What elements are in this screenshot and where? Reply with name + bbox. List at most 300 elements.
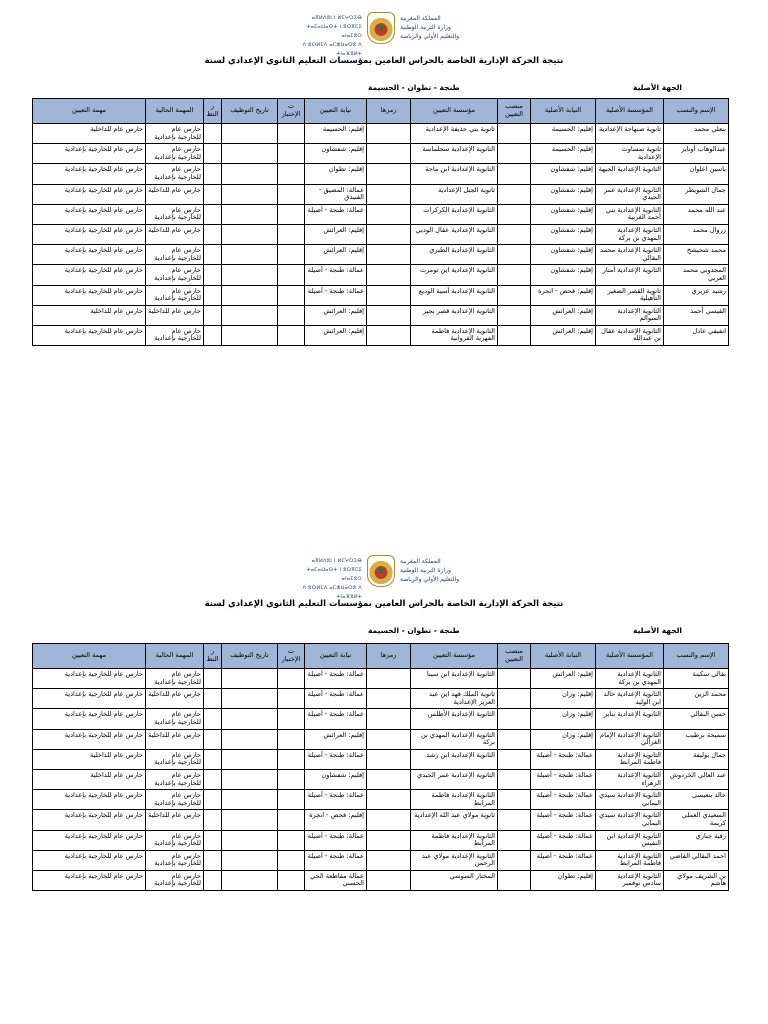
document-title: نتيجة الحركة الإدارية الخاصة بالحراس العامين بمؤسسات التعليم الثانوي الإعدادي لسنة bbox=[204, 56, 564, 66]
table-cell: رشيد عزيزي bbox=[664, 285, 729, 305]
letterhead-tf-line: ⴰⴳⵍⴷⵓⵏ ⵏ ⵍⵎⵖⵔⵉⴱ bbox=[311, 558, 362, 564]
table-header-row bbox=[33, 99, 729, 124]
table-row bbox=[33, 810, 729, 830]
table-cell bbox=[367, 124, 411, 144]
column-header: المهمة الحالية bbox=[146, 99, 204, 124]
table-cell: ثانوية بني حذيفة الإعدادية bbox=[411, 124, 498, 144]
table-cell bbox=[278, 204, 305, 224]
table-cell: إقليم: وزان bbox=[531, 729, 596, 749]
table-cell: إقليم: العرائش bbox=[531, 669, 596, 689]
table-cell: الثانوية الإعدادية ابن تومرت bbox=[411, 265, 498, 285]
table-cell bbox=[222, 184, 278, 204]
table-cell bbox=[204, 204, 222, 224]
table-row bbox=[33, 769, 729, 789]
letterhead-ar-line: والتعليم الأولي والرياضة bbox=[400, 576, 460, 583]
table-cell: حارس عام للخارجية بإعدادية bbox=[146, 164, 204, 184]
table-cell bbox=[367, 224, 411, 244]
table-cell: حارس عام للداخلية bbox=[146, 729, 204, 749]
table-cell bbox=[498, 184, 531, 204]
table-cell: ثانوية صنهاجة الإعدادية bbox=[596, 124, 664, 144]
table-cell: الثانوية الإعدادية ابن رشد bbox=[411, 749, 498, 769]
table-cell: عمالة: طنجة - أصيلة bbox=[305, 850, 367, 870]
table-cell: حارس عام للخارجية بإعدادية bbox=[33, 810, 146, 830]
letterhead-tf-line: ⴷ ⵓⵙⵍⵎⴷ ⴰⵎⵣⵡⴰⵔⵓ ⴷ ⵜⵏⴰⴼⵓⵍⵜ bbox=[302, 585, 362, 600]
table-cell bbox=[204, 325, 222, 345]
table-cell: ثانوية مولاي عبد الله الإعدادية bbox=[411, 810, 498, 830]
table-cell bbox=[204, 729, 222, 749]
table-cell bbox=[204, 144, 222, 164]
table-cell: الثانوية الإعدادية سجلماسة bbox=[411, 144, 498, 164]
table-cell bbox=[367, 830, 411, 850]
table-cell bbox=[367, 709, 411, 729]
table-cell: الثانوية الإعدادية الإمام الغزالي bbox=[596, 729, 664, 749]
table-cell bbox=[498, 285, 531, 305]
table-cell bbox=[222, 689, 278, 709]
table-cell: السعيدي العملي كريمة bbox=[664, 810, 729, 830]
table-cell bbox=[367, 325, 411, 345]
table-cell bbox=[204, 769, 222, 789]
table-cell: إقليم: وزان bbox=[531, 709, 596, 729]
results-table-2 bbox=[32, 643, 729, 891]
column-header: ر النظ bbox=[204, 644, 222, 669]
table-cell bbox=[498, 164, 531, 184]
table-row bbox=[33, 689, 729, 709]
table-cell: عمالة: طنجة - أصيلة bbox=[305, 669, 367, 689]
table-cell bbox=[278, 285, 305, 305]
table-cell: إقليم: شفشاون bbox=[531, 245, 596, 265]
table-cell bbox=[367, 749, 411, 769]
table-cell bbox=[278, 164, 305, 184]
column-header: المؤسسة الأصلية bbox=[596, 644, 664, 669]
table-cell bbox=[498, 729, 531, 749]
table-cell: عمالة: طنجة - أصيلة bbox=[305, 749, 367, 769]
table-cell bbox=[222, 790, 278, 810]
table-cell bbox=[498, 689, 531, 709]
table-cell bbox=[498, 709, 531, 729]
column-header: ر النظ bbox=[204, 99, 222, 124]
table-cell: الثانوية الإعدادية خالد ابن الوليد bbox=[596, 689, 664, 709]
table-cell: حارس عام للداخلية bbox=[146, 810, 204, 830]
table-cell bbox=[278, 245, 305, 265]
table-cell: إقليم: العرائش bbox=[531, 325, 596, 345]
table-cell bbox=[367, 164, 411, 184]
table-cell: عمالة: طنجة - أصيلة bbox=[531, 810, 596, 830]
table-cell bbox=[222, 325, 278, 345]
letterhead-ar-line: المملكة المغربية bbox=[400, 15, 441, 22]
table-cell: حارس عام للخارجية بإعدادية bbox=[146, 325, 204, 345]
table-cell bbox=[222, 265, 278, 285]
table-cell: الثانوية الإعدادية السوالم bbox=[596, 305, 664, 325]
letterhead-arabic bbox=[400, 557, 490, 584]
table-cell: المجدوبي محمد العربي bbox=[664, 265, 729, 285]
table-cell: عمالة: طنجة - أصيلة bbox=[305, 830, 367, 850]
table-cell: بقالي سكينة bbox=[664, 669, 729, 689]
table-cell: الثانوية الإعدادية الكركرات bbox=[411, 204, 498, 224]
table-cell: حارس عام للخارجية بإعدادية bbox=[146, 265, 204, 285]
table-cell: إقليم: فحص - انجرة bbox=[531, 285, 596, 305]
table-cell: الثانوية الإعدادية سيدي اليماني bbox=[596, 810, 664, 830]
table-cell bbox=[278, 305, 305, 325]
table-cell: إقليم: وزان bbox=[531, 689, 596, 709]
table-cell: ثانوية تمساوت الإعدادية bbox=[596, 144, 664, 164]
column-header: رمزها bbox=[367, 644, 411, 669]
table-cell: إقليم: العرائش bbox=[531, 305, 596, 325]
table-cell bbox=[498, 144, 531, 164]
table-row bbox=[33, 870, 729, 890]
table-cell: إقليم: شفشاون bbox=[305, 144, 367, 164]
table-cell: الثانوية الإعدادية أمتار bbox=[596, 265, 664, 285]
table-cell bbox=[222, 204, 278, 224]
table-cell: حارس عام للخارجية بإعدادية bbox=[146, 790, 204, 810]
table-cell: الثانوية الإعدادية عمر الجيدي bbox=[596, 184, 664, 204]
table-cell: الثانوية الإعدادية فاطمة المرابط bbox=[411, 830, 498, 850]
table-cell bbox=[367, 245, 411, 265]
table-cell bbox=[204, 689, 222, 709]
table-cell bbox=[367, 305, 411, 325]
table-cell: جمال الشويطر bbox=[664, 184, 729, 204]
table-cell: إقليم: الحسيمة bbox=[531, 144, 596, 164]
table-cell: إقليم: العرائش bbox=[305, 305, 367, 325]
table-cell bbox=[278, 184, 305, 204]
table-cell: حارس عام للخارجية بإعدادية bbox=[33, 184, 146, 204]
table-row bbox=[33, 325, 729, 345]
table-cell: حارس عام للداخلية bbox=[146, 689, 204, 709]
table-cell: حارس عام للداخلية bbox=[146, 305, 204, 325]
table-cell bbox=[204, 305, 222, 325]
table-cell bbox=[222, 285, 278, 305]
table-cell: حارس عام للخارجية بإعدادية bbox=[146, 830, 204, 850]
table-cell bbox=[498, 669, 531, 689]
table-cell bbox=[498, 850, 531, 870]
table-cell bbox=[367, 689, 411, 709]
column-header: النيابة الأصلية bbox=[531, 644, 596, 669]
table-cell: الثانوية الإعدادية ابن سينا bbox=[411, 669, 498, 689]
table-cell: حارس عام للداخلية bbox=[33, 769, 146, 789]
coat-of-arms-icon bbox=[367, 555, 395, 587]
table-cell: عمالة: طنجة - أصيلة bbox=[531, 769, 596, 789]
table-cell bbox=[498, 830, 531, 850]
table-cell: عبدالوهاب أونايز bbox=[664, 144, 729, 164]
table-cell bbox=[278, 790, 305, 810]
table-cell: إقليم: شفشاون bbox=[531, 265, 596, 285]
table-cell bbox=[278, 265, 305, 285]
letterhead bbox=[0, 12, 768, 57]
table-cell: إقليم: شفشاون bbox=[531, 184, 596, 204]
table-cell bbox=[498, 265, 531, 285]
table-row bbox=[33, 184, 729, 204]
table-cell: إقليم: العرائش bbox=[305, 325, 367, 345]
table-cell bbox=[222, 729, 278, 749]
table-cell: الثانوية الإعدادية المهدي بن بركة bbox=[596, 669, 664, 689]
column-header: مهمة التعيين bbox=[33, 644, 146, 669]
table-cell bbox=[204, 850, 222, 870]
table-cell: إقليم: شفشاون bbox=[531, 164, 596, 184]
document-page-1 bbox=[0, 12, 768, 343]
table-cell: إقليم: العرائش bbox=[305, 729, 367, 749]
table-cell: ياسين اعلوان bbox=[664, 164, 729, 184]
table-cell: عمالة: طنجة - أصيلة bbox=[531, 830, 596, 850]
table-cell: إقليم: الحسيمة bbox=[531, 124, 596, 144]
table-cell: الثانوية الإعدادية الأطلس bbox=[411, 709, 498, 729]
table-cell: الثانوية الإعدادية عقال بن عبدالله bbox=[596, 325, 664, 345]
table-cell bbox=[204, 245, 222, 265]
table-cell bbox=[367, 790, 411, 810]
table-cell bbox=[222, 669, 278, 689]
table-cell bbox=[204, 224, 222, 244]
table-cell: حارس عام للخارجية بإعدادية bbox=[33, 790, 146, 810]
table-cell: إقليم: شفشاون bbox=[305, 769, 367, 789]
letterhead-arabic bbox=[400, 14, 490, 41]
table-cell: الثانوية الإعدادية المهدي بن بركة bbox=[411, 729, 498, 749]
table-cell: عمالة: طنجة - أصيلة bbox=[305, 265, 367, 285]
table-cell: حارس عام للخارجية بإعدادية bbox=[146, 850, 204, 870]
table-cell: حارس عام للخارجية بإعدادية bbox=[146, 124, 204, 144]
letterhead-ar-line: وزارة التربية الوطنية bbox=[400, 567, 451, 574]
table-cell bbox=[367, 265, 411, 285]
table-cell bbox=[204, 830, 222, 850]
table-cell: ثانوية الملك فهد ابن عبد العزيز الإعدادية bbox=[411, 689, 498, 709]
table-row bbox=[33, 709, 729, 729]
table-row bbox=[33, 830, 729, 850]
column-header: منصب التعيين bbox=[498, 644, 531, 669]
table-cell bbox=[498, 325, 531, 345]
table-row bbox=[33, 669, 729, 689]
table-cell bbox=[204, 164, 222, 184]
table-cell: الثانوية الإعدادية بني أحمد الغربية bbox=[596, 204, 664, 224]
table-cell: الثانوية الإعدادية سادس نوفمبر bbox=[596, 870, 664, 890]
column-header: المؤسسة الأصلية bbox=[596, 99, 664, 124]
table-cell: عمالة مقاطعة الحي الحسني bbox=[305, 870, 367, 890]
table-row bbox=[33, 850, 729, 870]
table-cell: حارس عام للخارجية بإعدادية bbox=[146, 709, 204, 729]
table-cell bbox=[278, 224, 305, 244]
column-header: ت الإختبار bbox=[278, 644, 305, 669]
table-cell: عمالة: طنجة - أصيلة bbox=[305, 790, 367, 810]
table-cell: إقليم: تطوان bbox=[305, 164, 367, 184]
coat-of-arms-icon bbox=[367, 12, 395, 44]
letterhead-ar-line: المملكة المغربية bbox=[400, 558, 441, 565]
table-cell: عمالة: طنجة - أصيلة bbox=[531, 790, 596, 810]
table-row bbox=[33, 204, 729, 224]
table-row bbox=[33, 285, 729, 305]
table-cell bbox=[204, 184, 222, 204]
table-cell: حارس عام للخارجية بإعدادية bbox=[33, 830, 146, 850]
letterhead-tf-line: ⵜⴰⵎⴰⵡⴰⵙⵜ ⵏ ⵓⵙⴳⵎⵉ ⴰⵏⴰⵎⵓⵔ bbox=[306, 24, 362, 39]
table-cell: عبد العالي الخردوش bbox=[664, 769, 729, 789]
table-cell: الثانوية الإعدادية سيدي اليماني bbox=[596, 790, 664, 810]
column-header: مهمة التعيين bbox=[33, 99, 146, 124]
table-cell: انفيفي عادل bbox=[664, 325, 729, 345]
table-cell: حارس عام للخارجية بإعدادية bbox=[33, 870, 146, 890]
table-cell: الثانوية الإعدادية بنابر bbox=[596, 709, 664, 729]
table-row bbox=[33, 790, 729, 810]
document-title: نتيجة الحركة الإدارية الخاصة بالحراس العامين بمؤسسات التعليم الثانوي الإعدادي لسنة bbox=[204, 599, 564, 609]
table-row bbox=[33, 245, 729, 265]
table-cell bbox=[498, 870, 531, 890]
table-cell: حارس عام للخارجية بإعدادية bbox=[33, 850, 146, 870]
table-cell: حارس عام للخارجية بإعدادية bbox=[33, 144, 146, 164]
table-cell bbox=[498, 204, 531, 224]
column-header: ت الإختبار bbox=[278, 99, 305, 124]
table-row bbox=[33, 124, 729, 144]
table-cell: الثانوية الإعدادية فاطمة الفهرية القروانية bbox=[411, 325, 498, 345]
region-label: الجهة الأصلية bbox=[633, 626, 682, 635]
table-cell bbox=[222, 305, 278, 325]
table-cell: احمد البقالي القاضي bbox=[664, 850, 729, 870]
table-cell: الثانوية الإعدادية أسية الوديع bbox=[411, 285, 498, 305]
table-cell: الثانوية الإعدادية ابن النفيس bbox=[596, 830, 664, 850]
table-cell bbox=[204, 285, 222, 305]
table-cell: عمالة: طنجة - أصيلة bbox=[305, 709, 367, 729]
table-row bbox=[33, 164, 729, 184]
table-cell: عمالة: طنجة - أصيلة bbox=[531, 749, 596, 769]
table-cell: خالد بنعيسى bbox=[664, 790, 729, 810]
table-cell: عمالة: المضيق - الفنيدق bbox=[305, 184, 367, 204]
table-cell: حارس عام للخارجية بإعدادية bbox=[33, 669, 146, 689]
table-cell bbox=[367, 204, 411, 224]
table-cell bbox=[222, 144, 278, 164]
table-cell bbox=[278, 689, 305, 709]
letterhead-tifinagh bbox=[292, 14, 362, 59]
table-cell bbox=[498, 790, 531, 810]
table-cell: عبد الله محمد bbox=[664, 204, 729, 224]
table-cell bbox=[278, 769, 305, 789]
table-cell: حارس عام للخارجية بإعدادية bbox=[146, 749, 204, 769]
table-cell bbox=[278, 850, 305, 870]
table-cell: حارس عام للداخلية bbox=[146, 224, 204, 244]
table-cell bbox=[367, 669, 411, 689]
table-cell bbox=[367, 870, 411, 890]
table-cell: الثانوية الإعدادية الجبهة bbox=[596, 164, 664, 184]
column-header: مؤسسة التعيين bbox=[411, 99, 498, 124]
table-row bbox=[33, 749, 729, 769]
table-cell: الثانوية الإعدادية محمد البقالي bbox=[596, 245, 664, 265]
table-cell: عمالة: طنجة - أصيلة bbox=[531, 850, 596, 870]
table-cell: حارس عام للداخلية bbox=[33, 749, 146, 769]
table-cell bbox=[498, 810, 531, 830]
table-cell: إقليم: شفشاون bbox=[531, 224, 596, 244]
table-cell bbox=[278, 669, 305, 689]
table-cell: المختار السوسي bbox=[411, 870, 498, 890]
table-cell: ثانوية الجبل الإعدادية bbox=[411, 184, 498, 204]
table-cell bbox=[278, 144, 305, 164]
table-cell: حارس عام للخارجية بإعدادية bbox=[33, 285, 146, 305]
table-row bbox=[33, 729, 729, 749]
table-cell: إقليم: الحسيمة bbox=[305, 124, 367, 144]
letterhead-tf-line: ⴷ ⵓⵙⵍⵎⴷ ⴰⵎⵣⵡⴰⵔⵓ ⴷ ⵜⵏⴰⴼⵓⵍⵜ bbox=[302, 42, 362, 57]
table-cell: الثانوية الإعدادية عقال الوديي bbox=[411, 224, 498, 244]
letterhead-ar-line: والتعليم الأولي والرياضة bbox=[400, 33, 460, 40]
table-cell: حارس عام للخارجية بإعدادية bbox=[33, 265, 146, 285]
table-cell bbox=[204, 124, 222, 144]
table-cell: حارس عام للخارجية بإعدادية bbox=[33, 689, 146, 709]
table-cell: إقليم: فحص - انجرة bbox=[305, 810, 367, 830]
table-cell: حارس عام للخارجية بإعدادية bbox=[33, 245, 146, 265]
table-cell: حارس عام للخارجية بإعدادية bbox=[33, 729, 146, 749]
table-cell: رقية جباري bbox=[664, 830, 729, 850]
table-cell: بنعلي محمد bbox=[664, 124, 729, 144]
table-cell: جمال بوليفة bbox=[664, 749, 729, 769]
column-header: الإسم والنسب bbox=[664, 99, 729, 124]
table-cell bbox=[367, 850, 411, 870]
table-cell bbox=[204, 669, 222, 689]
table-cell bbox=[204, 265, 222, 285]
table-cell: إقليم: العرائش bbox=[305, 245, 367, 265]
table-cell: عمالة: طنجة - أصيلة bbox=[305, 285, 367, 305]
table-cell bbox=[222, 810, 278, 830]
table-cell: حسن البقالي bbox=[664, 709, 729, 729]
table-cell: حارس عام للخارجية بإعدادية bbox=[33, 709, 146, 729]
table-cell: حارس عام للخارجية بإعدادية bbox=[146, 669, 204, 689]
table-cell: حارس عام للخارجية بإعدادية bbox=[146, 285, 204, 305]
table-cell: حارس عام للخارجية بإعدادية bbox=[146, 769, 204, 789]
table-cell: حارس عام للخارجية بإعدادية bbox=[146, 245, 204, 265]
letterhead-tf-line: ⵜⴰⵎⴰⵡⴰⵙⵜ ⵏ ⵓⵙⴳⵎⵉ ⴰⵏⴰⵎⵓⵔ bbox=[306, 567, 362, 582]
table-cell: الثانوية الإعدادية قصر بجير bbox=[411, 305, 498, 325]
table-cell bbox=[367, 810, 411, 830]
table-cell bbox=[278, 709, 305, 729]
table-cell bbox=[498, 749, 531, 769]
table-cell bbox=[498, 305, 531, 325]
table-cell: عمالة: طنجة - أصيلة bbox=[305, 204, 367, 224]
table-cell bbox=[222, 124, 278, 144]
table-cell bbox=[222, 709, 278, 729]
table-cell: حارس عام للخارجية بإعدادية bbox=[146, 144, 204, 164]
table-cell: الثانوية الإعدادية ابن ماجة bbox=[411, 164, 498, 184]
table-cell: حارس عام للخارجية بإعدادية bbox=[33, 164, 146, 184]
table-cell: الثانوية الإعدادية مولاي عبد الرحمن bbox=[411, 850, 498, 870]
table-cell bbox=[222, 245, 278, 265]
table-cell bbox=[222, 224, 278, 244]
table-cell bbox=[367, 144, 411, 164]
table-cell: الثانوية الإعدادية فاطمة المرابط bbox=[596, 850, 664, 870]
table-cell bbox=[278, 830, 305, 850]
table-cell bbox=[498, 245, 531, 265]
table-cell bbox=[204, 749, 222, 769]
table-cell: حارس عام للداخلية bbox=[146, 184, 204, 204]
column-header: رمزها bbox=[367, 99, 411, 124]
table-cell bbox=[204, 870, 222, 890]
table-header-row bbox=[33, 644, 729, 669]
table-cell: إقليم: العرائش bbox=[305, 224, 367, 244]
table-cell bbox=[498, 124, 531, 144]
table-cell: ثانوية القصر الصغير التأهيلية bbox=[596, 285, 664, 305]
table-cell: حارس عام للخارجية بإعدادية bbox=[33, 224, 146, 244]
letterhead bbox=[0, 555, 768, 600]
letterhead-ar-line: وزارة التربية الوطنية bbox=[400, 24, 451, 31]
column-header: نيابة التعيين bbox=[305, 644, 367, 669]
table-cell bbox=[367, 729, 411, 749]
region-label: الجهة الأصلية bbox=[633, 83, 682, 92]
table-cell bbox=[204, 709, 222, 729]
column-header: مؤسسة التعيين bbox=[411, 644, 498, 669]
results-table-1 bbox=[32, 98, 729, 346]
table-cell: سميحة برطيب bbox=[664, 729, 729, 749]
column-header: منصب التعيين bbox=[498, 99, 531, 124]
table-cell bbox=[222, 850, 278, 870]
table-cell bbox=[278, 810, 305, 830]
table-row bbox=[33, 224, 729, 244]
table-cell: الثانوية الإعدادية الطبري bbox=[411, 245, 498, 265]
table-cell: زروال محمد bbox=[664, 224, 729, 244]
table-cell bbox=[222, 164, 278, 184]
column-header: المهمة الحالية bbox=[146, 644, 204, 669]
table-row bbox=[33, 144, 729, 164]
table-cell bbox=[222, 870, 278, 890]
table-cell: عمالة: طنجة - أصيلة bbox=[305, 689, 367, 709]
column-header: تاريخ التوظيف bbox=[222, 99, 278, 124]
table-cell bbox=[278, 870, 305, 890]
